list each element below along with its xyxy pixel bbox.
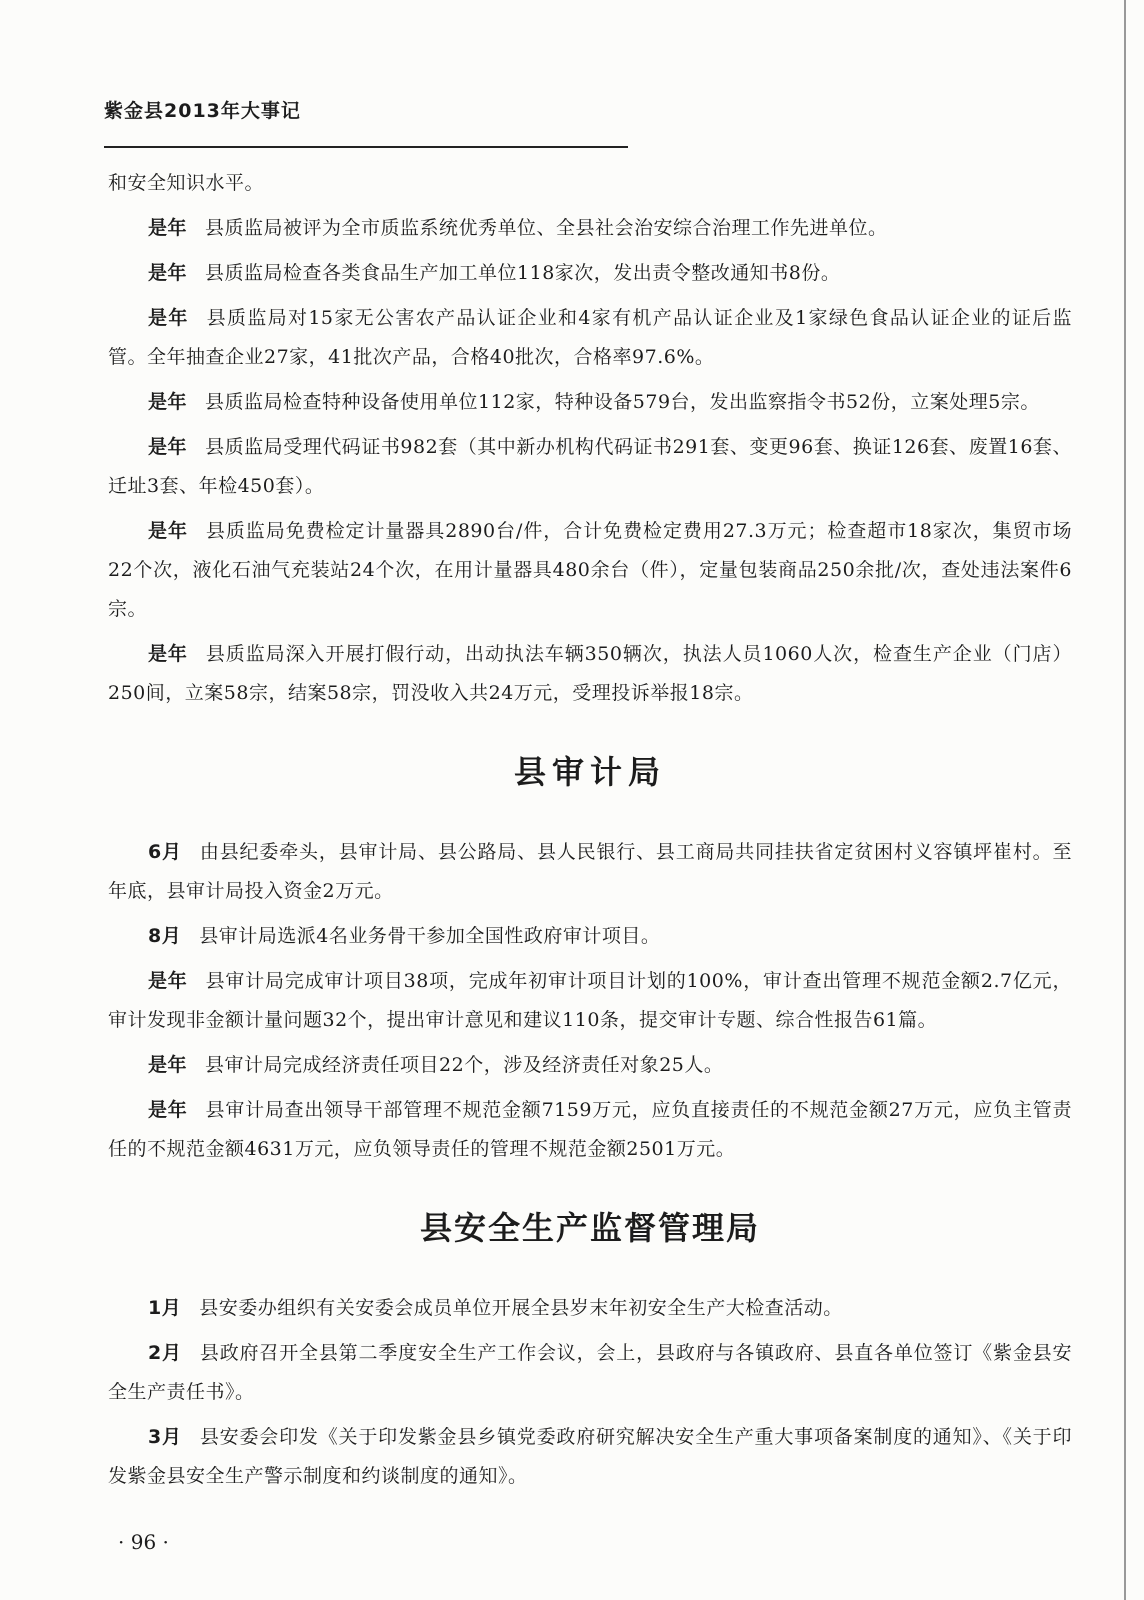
entry-date-label: 2月 xyxy=(148,1342,182,1364)
header-rule xyxy=(104,146,628,148)
entry-paragraph xyxy=(108,962,1072,1040)
safety-bureau-entries xyxy=(108,1289,1072,1496)
entry-paragraph xyxy=(108,428,1072,506)
entry-paragraph xyxy=(108,635,1072,713)
entry-text: 县质监局深入开展打假行动，出动执法车辆350辆次，执法人员1060人次，检查生产企业（门店）250间，立案58宗，结案58宗，罚没收入共24万元，受理投诉举报18宗。 xyxy=(108,643,1072,704)
entry-date-label: 是年 xyxy=(148,1099,188,1121)
entry-text: 县质监局检查各类食品生产加工单位118家次，发出责令整改通知书8份。 xyxy=(205,262,841,284)
entry-paragraph xyxy=(108,833,1072,911)
section-title-audit: 县审计局 xyxy=(513,753,666,791)
entry-paragraph xyxy=(108,383,1072,422)
entry-text: 县审计局完成经济责任项目22个，涉及经济责任对象25人。 xyxy=(205,1054,724,1076)
entry-paragraph xyxy=(108,254,1072,293)
entry-date-label: 是年 xyxy=(148,307,189,329)
entry-paragraph xyxy=(108,1046,1072,1085)
entry-paragraph xyxy=(108,1418,1072,1496)
entry-date-label: 1月 xyxy=(148,1297,182,1319)
entry-paragraph xyxy=(108,1334,1072,1412)
entry-date-label: 是年 xyxy=(148,970,188,992)
quality-bureau-entries xyxy=(108,209,1072,713)
entry-paragraph xyxy=(108,209,1072,248)
entry-text: 县质监局对15家无公害农产品认证企业和4家有机产品认证企业及1家绿色食品认证企业的证后监管。全年抽查企业27家，41批次产品，合格40批次，合格率97.6%。 xyxy=(108,307,1072,368)
entry-paragraph xyxy=(108,1289,1072,1328)
entry-date-label: 6月 xyxy=(148,841,182,863)
entry-date-label: 是年 xyxy=(148,520,188,542)
entry-date-label: 8月 xyxy=(148,925,182,947)
entry-date-label: 是年 xyxy=(148,391,188,413)
entry-text: 县质监局检查特种设备使用单位112家，特种设备579台，发出监察指令书52份，立案处理5宗。 xyxy=(205,391,1040,413)
entry-text: 县安委办组织有关安委会成员单位开展全县岁末年初安全生产大检查活动。 xyxy=(199,1297,843,1319)
entry-text: 县审计局完成审计项目38项，完成年初审计项目计划的100%，审计查出管理不规范金额2.7亿元，审计发现非金额计量问题32个，提出审计意见和建议110条，提交审计专题、综合性报告61篇。 xyxy=(108,970,1072,1031)
running-header: 紫金县2013年大事记 xyxy=(104,100,301,122)
entry-text: 县审计局查出领导干部管理不规范金额7159万元，应负直接责任的不规范金额27万元，应负主管责任的不规范金额4631万元，应负领导责任的管理不规范金额2501万元。 xyxy=(108,1099,1072,1160)
entry-text: 县审计局选派4名业务骨干参加全国性政府审计项目。 xyxy=(199,925,661,947)
audit-bureau-entries xyxy=(108,833,1072,1169)
entry-paragraph xyxy=(108,917,1072,956)
entry-date-label: 3月 xyxy=(148,1426,182,1448)
entry-date-label: 是年 xyxy=(148,1054,188,1076)
entry-date-label: 是年 xyxy=(148,262,188,284)
entry-text: 县质监局免费检定计量器具2890台/件，合计免费检定费用27.3万元；检查超市18家次，集贸市场22个次，液化石油气充装站24个次，在用计量器具480余台（件），定量包装商品250余批/次，查处违法案件6宗。 xyxy=(108,520,1072,620)
entry-text: 县质监局被评为全市质监系统优秀单位、全县社会治安综合治理工作先进单位。 xyxy=(205,217,888,239)
entry-paragraph xyxy=(108,1091,1072,1169)
section-title-safety: 县安全生产监督管理局 xyxy=(419,1209,760,1247)
entry-text: 县政府召开全县第二季度安全生产工作会议，会上，县政府与各镇政府、县直各单位签订《紫金县安全生产责任书》。 xyxy=(108,1342,1072,1403)
page-number: · 96 · xyxy=(118,1530,169,1554)
entry-date-label: 是年 xyxy=(148,643,188,665)
entry-paragraph xyxy=(108,299,1072,377)
entry-date-label: 是年 xyxy=(148,217,188,239)
entry-text: 县安委会印发《关于印发紫金县乡镇党委政府研究解决安全生产重大事项备案制度的通知》、《关于印发紫金县安全生产警示制度和约谈制度的通知》。 xyxy=(108,1426,1072,1487)
entry-text: 由县纪委牵头，县审计局、县公路局、县人民银行、县工商局共同挂扶省定贫困村义容镇坪崔村。至年底，县审计局投入资金2万元。 xyxy=(108,841,1072,902)
entry-paragraph xyxy=(108,512,1072,629)
entry-date-label: 是年 xyxy=(148,436,188,458)
scan-edge-line xyxy=(1124,0,1126,1600)
page-content xyxy=(108,164,1072,1502)
entry-text: 县质监局受理代码证书982套（其中新办机构代码证书291套、变更96套、换证126套、废置16套、迁址3套、年检450套）。 xyxy=(108,436,1072,497)
continuation-paragraph: 和安全知识水平。 xyxy=(108,172,265,194)
